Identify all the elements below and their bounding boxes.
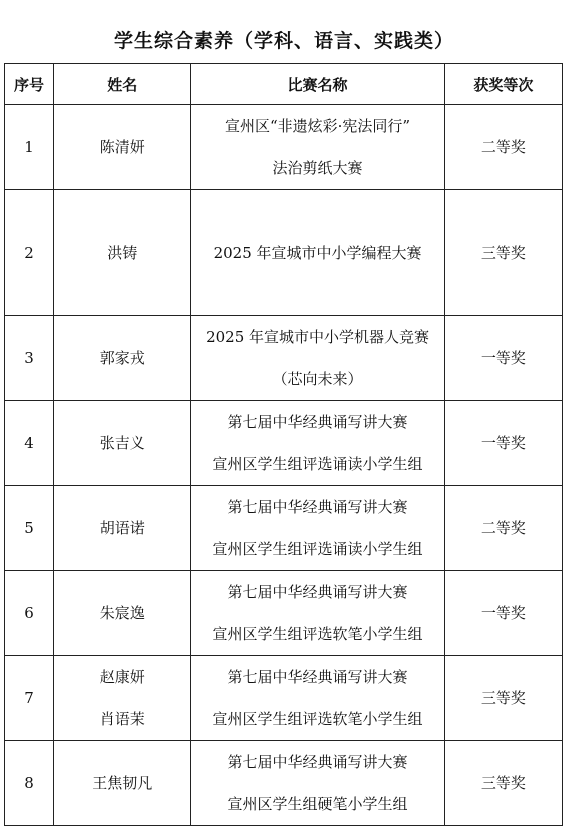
award-level: 一等奖 bbox=[480, 434, 526, 452]
student-name: 陈清妍 bbox=[99, 138, 145, 156]
cell-competition bbox=[191, 190, 444, 316]
student-name: 胡语诺 bbox=[99, 519, 145, 537]
cell-number bbox=[5, 656, 54, 741]
cell-number bbox=[5, 190, 54, 316]
cell-name bbox=[54, 571, 191, 656]
cell-number bbox=[5, 571, 54, 656]
award-level: 三等奖 bbox=[480, 243, 526, 262]
competition-line: （芯向未来） bbox=[272, 370, 363, 388]
award-level: 二等奖 bbox=[480, 519, 526, 537]
cell-competition bbox=[191, 401, 444, 486]
competition-line: 第七届中华经典诵写讲大赛 bbox=[227, 413, 408, 431]
student-name: 洪铸 bbox=[107, 243, 138, 262]
awards-table bbox=[4, 63, 563, 826]
competition-line: 2025 年宣城市中小学机器人竞赛 bbox=[206, 328, 430, 346]
cell-competition bbox=[191, 486, 444, 571]
table-row bbox=[5, 190, 563, 316]
cell-award bbox=[444, 571, 562, 656]
cell-award bbox=[444, 105, 562, 190]
cell-award bbox=[444, 741, 562, 826]
student-name: 肖语茉 bbox=[99, 710, 145, 728]
cell-competition bbox=[191, 656, 444, 741]
number-text: 8 bbox=[24, 774, 34, 792]
competition-line: 宣州区学生组评选软笔小学生组 bbox=[212, 625, 423, 643]
header-award: 获奖等次 bbox=[444, 64, 562, 105]
competition-line: 第七届中华经典诵写讲大赛 bbox=[227, 498, 408, 516]
competition-line: 第七届中华经典诵写讲大赛 bbox=[227, 583, 408, 601]
student-name: 张吉义 bbox=[99, 434, 145, 452]
cell-award bbox=[444, 656, 562, 741]
cell-name bbox=[54, 486, 191, 571]
cell-award bbox=[444, 316, 562, 401]
cell-number bbox=[5, 316, 54, 401]
competition-line: 宣州区学生组评选诵读小学生组 bbox=[212, 455, 423, 473]
cell-number bbox=[5, 401, 54, 486]
competition-line: 第七届中华经典诵写讲大赛 bbox=[227, 753, 408, 771]
competition-line: 第七届中华经典诵写讲大赛 bbox=[227, 668, 408, 686]
cell-name bbox=[54, 741, 191, 826]
student-name: 郭家戎 bbox=[99, 349, 145, 367]
header-competition: 比赛名称 bbox=[191, 64, 444, 105]
number-text: 2 bbox=[24, 243, 34, 262]
award-level: 三等奖 bbox=[480, 774, 526, 792]
table-row bbox=[5, 571, 563, 656]
table-row bbox=[5, 656, 563, 741]
page-title: 学生综合素养（学科、语言、实践类） bbox=[113, 30, 454, 52]
competition-line: 宣州区学生组评选诵读小学生组 bbox=[212, 540, 423, 558]
cell-name bbox=[54, 316, 191, 401]
competition-line: 2025 年宣城市中小学编程大赛 bbox=[213, 243, 422, 262]
table-row bbox=[5, 486, 563, 571]
number-text: 6 bbox=[24, 604, 34, 622]
cell-number bbox=[5, 741, 54, 826]
award-level: 三等奖 bbox=[480, 689, 526, 707]
award-level: 一等奖 bbox=[480, 349, 526, 367]
cell-name bbox=[54, 401, 191, 486]
competition-line: 法治剪纸大赛 bbox=[272, 159, 363, 177]
cell-competition bbox=[191, 741, 444, 826]
table-row bbox=[5, 741, 563, 826]
header-name: 姓名 bbox=[54, 64, 191, 105]
cell-award bbox=[444, 401, 562, 486]
competition-line: 宣州区“非遗炫彩·宪法同行” bbox=[224, 117, 411, 135]
number-text: 7 bbox=[24, 689, 34, 707]
award-level: 一等奖 bbox=[480, 604, 526, 622]
number-text: 1 bbox=[24, 138, 34, 156]
student-name: 王焦韧凡 bbox=[92, 774, 153, 792]
cell-number bbox=[5, 486, 54, 571]
cell-competition bbox=[191, 316, 444, 401]
table-header-row bbox=[5, 64, 563, 105]
cell-competition bbox=[191, 105, 444, 190]
cell-number bbox=[5, 105, 54, 190]
number-text: 4 bbox=[24, 434, 34, 452]
student-name: 朱宸逸 bbox=[99, 604, 145, 622]
cell-name bbox=[54, 190, 191, 316]
number-text: 5 bbox=[24, 519, 34, 537]
award-level: 二等奖 bbox=[480, 138, 526, 156]
table-row bbox=[5, 316, 563, 401]
cell-name bbox=[54, 105, 191, 190]
header-number: 序号 bbox=[5, 64, 54, 105]
cell-award bbox=[444, 486, 562, 571]
cell-name bbox=[54, 656, 191, 741]
table-row bbox=[5, 401, 563, 486]
number-text: 3 bbox=[24, 349, 34, 367]
table-row bbox=[5, 105, 563, 190]
student-name: 赵康妍 bbox=[99, 668, 145, 686]
cell-award bbox=[444, 190, 562, 316]
competition-line: 宣州区学生组硬笔小学生组 bbox=[227, 795, 408, 813]
competition-line: 宣州区学生组评选软笔小学生组 bbox=[212, 710, 423, 728]
cell-competition bbox=[191, 571, 444, 656]
